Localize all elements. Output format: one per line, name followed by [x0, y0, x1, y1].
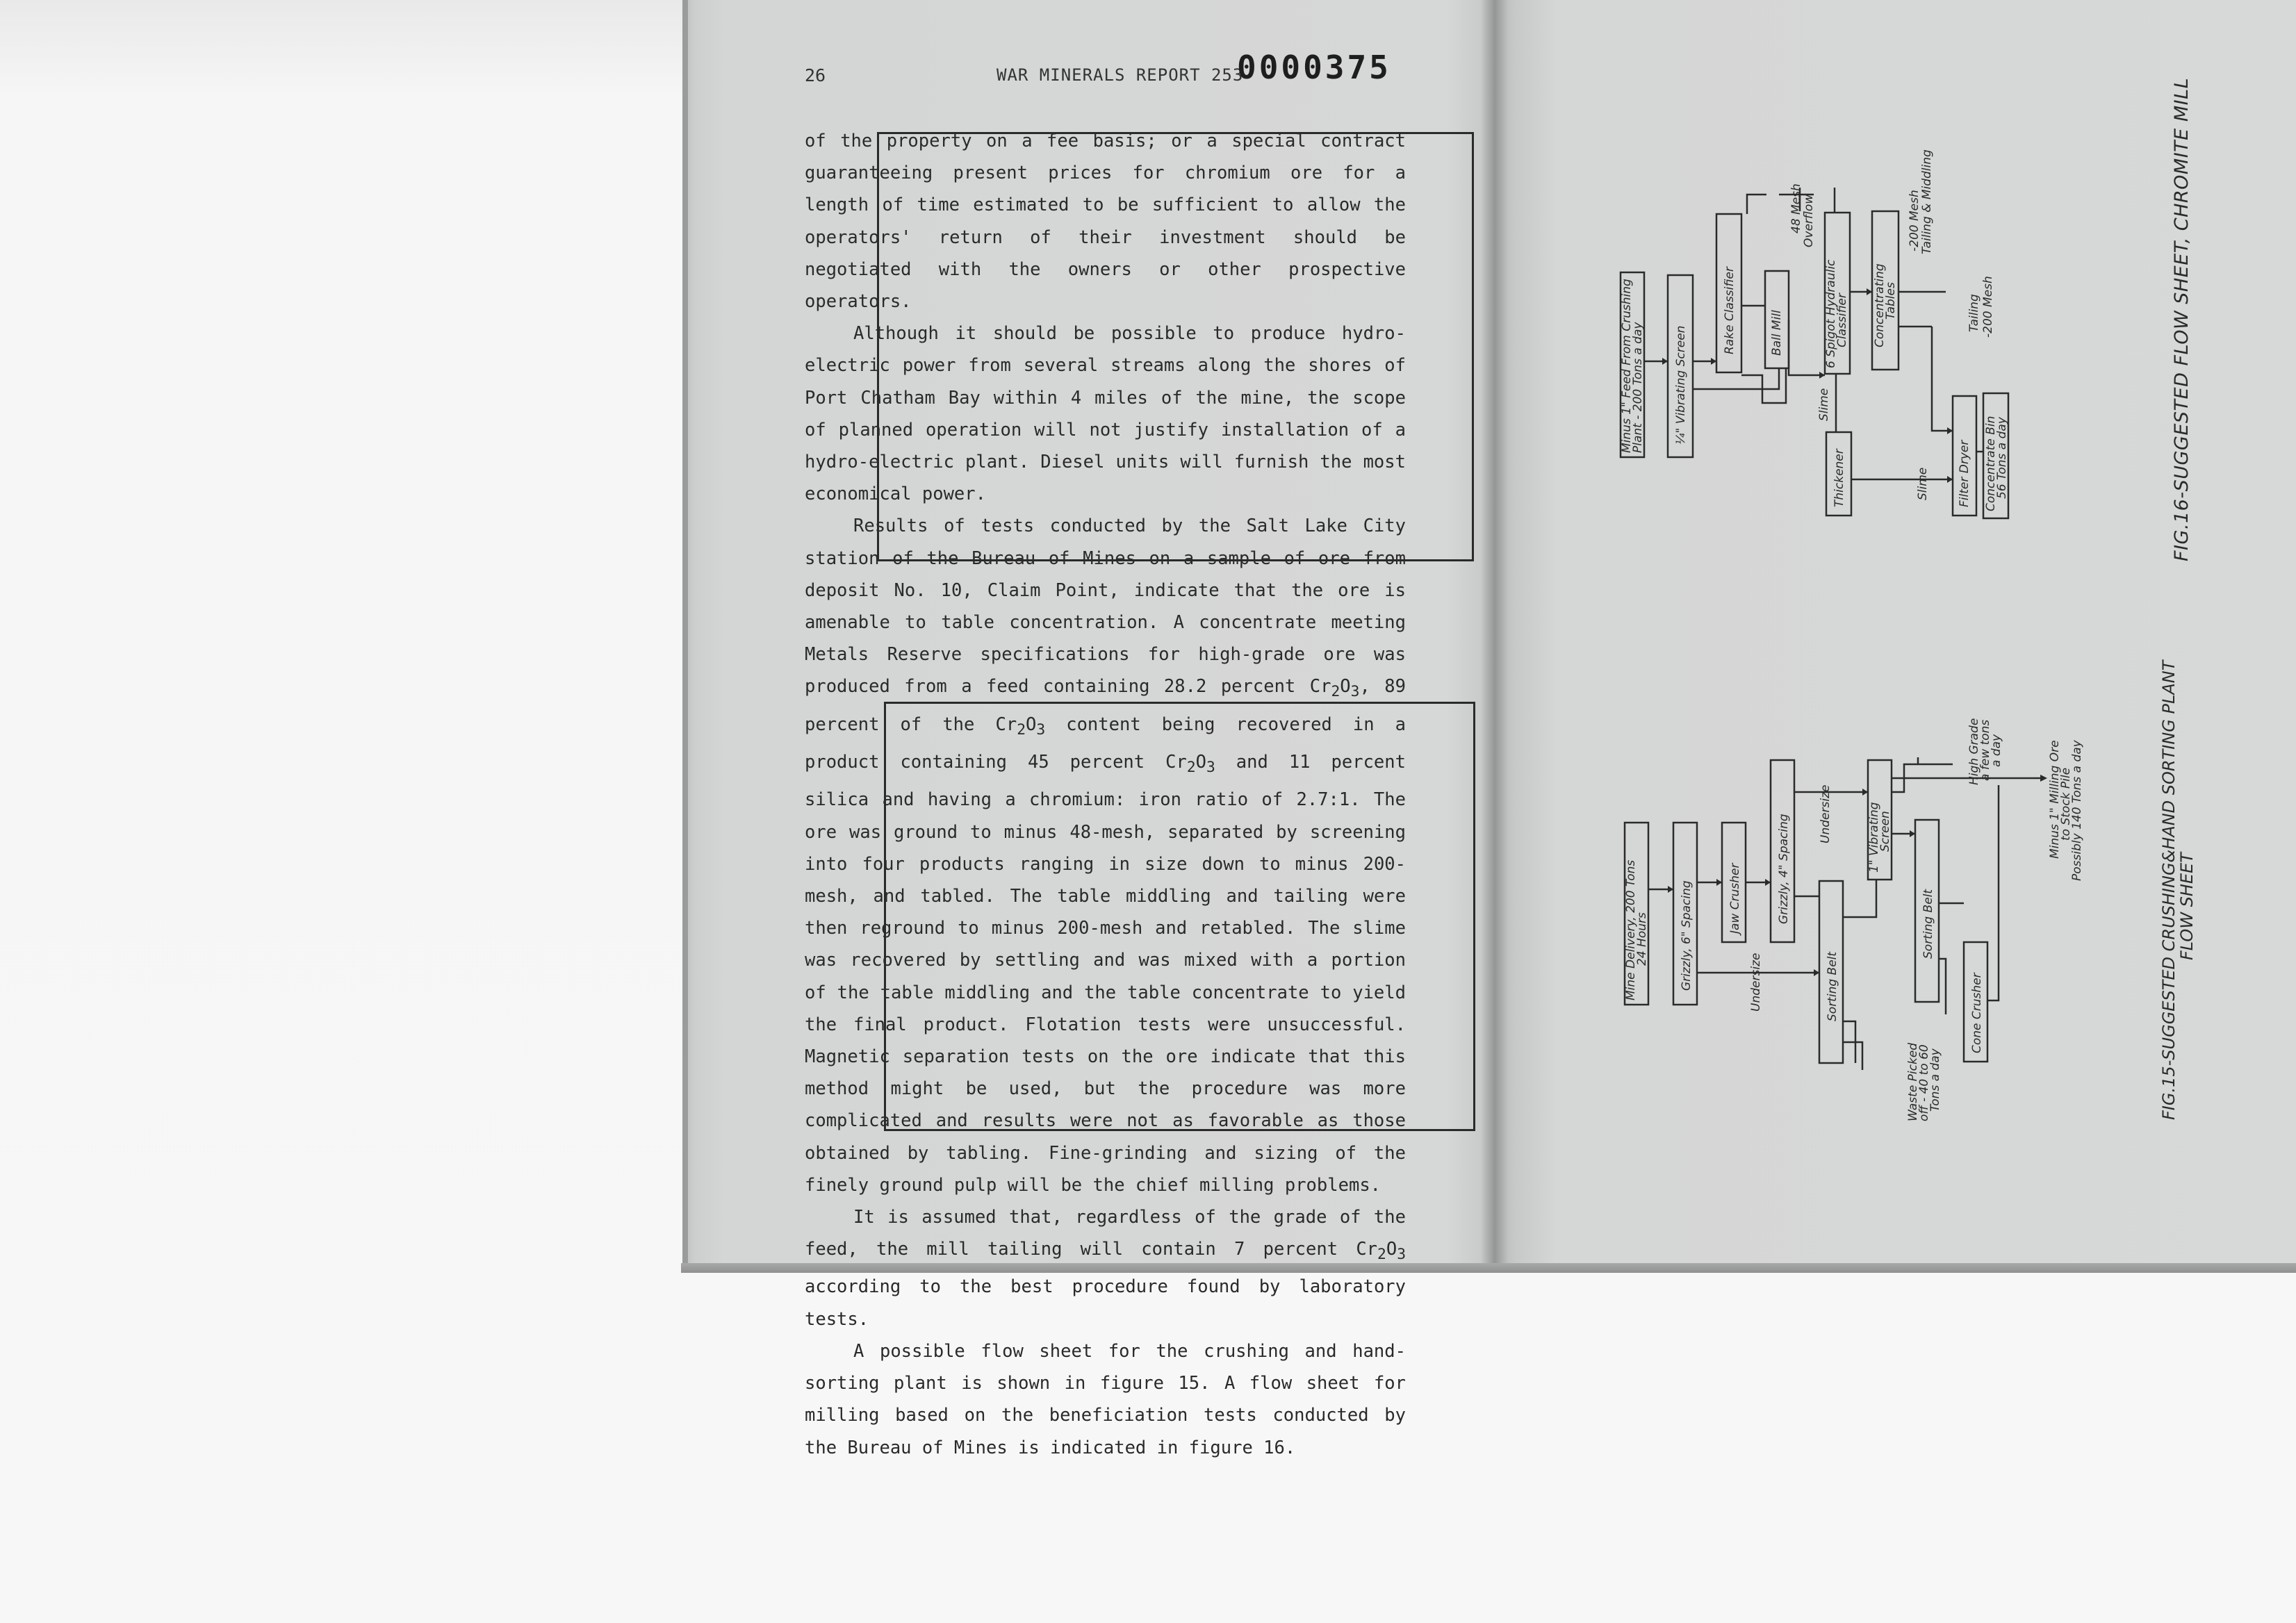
fig15-jaw-label: Jaw Crusher — [1728, 863, 1742, 934]
fig15-highgrade-label-3: a day — [1990, 734, 2003, 767]
fig16-filter-label: Filter Dryer — [1958, 440, 1971, 507]
flow-arrow — [2040, 775, 2047, 782]
fig16-mesh48-label-2: Overflow — [1802, 194, 1816, 247]
paragraph-4-part-b: according to the best procedure found by laboratory tests. — [805, 1276, 1406, 1330]
formula-sub: 3 — [1397, 1246, 1406, 1264]
paragraph-3-part-a: Results of tests conducted by the Salt Lake City station of the Bureau of Mines on a sample of ore from deposit No. 10, Claim Point, indicate that the ore is amenable to table concentration. A concentrate meeting Metals Reserve specifications for high-grade ore was produced from a feed containing 28.2 percent — [805, 516, 1406, 698]
formula-sub: 2 — [1017, 720, 1026, 739]
page-number: 26 — [805, 65, 826, 85]
fig16-screen-label: ¼" Vibrating Screen — [1674, 325, 1688, 445]
formula-sub: 2 — [1186, 759, 1196, 777]
fig15-milling-label-3: Possibly 140 Tons a day — [2070, 740, 2084, 881]
formula-cr: Cr — [1165, 752, 1187, 773]
figure-16-caption: FIG.16-SUGGESTED FLOW SHEET, CHROMITE MILL — [2171, 77, 2192, 561]
formula-sub: 3 — [1350, 683, 1360, 701]
fig15-waste-label-2: off - 40 to 60 — [1917, 1044, 1931, 1121]
fig16-mesh200-label-2: Tailing & Middling — [1920, 149, 1934, 254]
formula-sub: 2 — [1377, 1246, 1386, 1264]
formula-sub: 2 — [1331, 683, 1340, 701]
fig16-thickener-label: Thickener — [1832, 449, 1846, 507]
fig16-feed-label-1: Minus 1" Feed From Crushing — [1620, 279, 1634, 453]
fig15-vscreen-label-2: Screen — [1878, 811, 1892, 852]
figure-15-caption — [2160, 661, 2196, 1120]
fig16-tailing-label-1: Tailing — [1967, 294, 1981, 332]
paragraph-3-part-c: content being recovered in a product containing 45 percent — [805, 714, 1406, 773]
paragraph-1: of the property on a fee basis; or a special contract guaranteeing present prices for chromium ore for a length of time estimated to be sufficient to allow the operators' return of their investment should be negotiated with the owners or other prospective operators. — [805, 131, 1406, 313]
paragraph-4-part-a: It is assumed that, regardless of the grade of the feed, the mill tailing will contain 7 percent — [805, 1206, 1406, 1260]
fig15-mine-label-2: 24 Hours — [1635, 912, 1649, 966]
fig16-feed-label-2: Plant - 200 Tons a day — [1631, 322, 1645, 453]
fig16-bin-label-2: 56 Tons a day — [1995, 417, 2009, 499]
fig15-undersize-label-2: Undersize — [1749, 953, 1763, 1012]
formula-cr: Cr — [1309, 676, 1331, 698]
fig16-tables-label-1: Concentrating — [1873, 263, 1887, 347]
figure-15-caption-line-1: FIG.15-SUGGESTED CRUSHING&HAND SORTING PLANT — [2159, 660, 2179, 1120]
paragraph-2: Although it should be possible to produce hydro-electric power from several streams along the shores of Port Chatham Bay within 4 miles of the mine, the scope of planned operation will not justify installation of a hydro-electric plant. Diesel units will furnish the most economical power. — [805, 323, 1406, 505]
fig15-highgrade-label-2: a few tons — [1978, 719, 1992, 781]
fig15-highgrade-label-1: High Grade — [1967, 718, 1981, 785]
fig16-spigot-label-2: Classifier — [1835, 293, 1849, 347]
running-head: WAR MINERALS REPORT 253 — [997, 65, 1244, 85]
fig15-mine-label-1: Mine Delivery, 200 Tons — [1624, 859, 1638, 1000]
fig15-grizzly4-label: Grizzly, 4" Spacing — [1777, 814, 1791, 924]
fig16-spigot-label-1: 6 Spigot Hydraulic — [1824, 259, 1838, 368]
fig15-waste-label-1: Waste Picked — [1906, 1042, 1920, 1121]
paragraph-3-part-b: , 89 percent of the — [805, 676, 1406, 735]
formula-o: O — [1195, 752, 1206, 773]
fig16-tables-label-2: Tables — [1884, 282, 1898, 320]
fig15-milling-label-1: Minus 1" Milling Ore — [2048, 740, 2062, 859]
paragraph-5: A possible flow sheet for the crushing and hand-sorting plant is shown in figure 15. A flow sheet for milling based on the beneficiation tests conducted by the Bureau of Mines is indicated in figure 16. — [805, 1340, 1406, 1458]
formula-sub: 3 — [1206, 759, 1215, 777]
fig15-milling-label-2: to Stock Pile — [2059, 767, 2073, 841]
fig15-belt2-label: Sorting Belt — [1921, 889, 1935, 959]
formula-cr: Cr — [995, 714, 1017, 735]
formula-o: O — [1340, 676, 1351, 698]
fig15-undersize-label-1: Undersize — [1819, 784, 1832, 843]
fig16-mesh200-label-1: -200 Mesh — [1908, 190, 1921, 252]
fig16-ball-label: Ball Mill — [1770, 310, 1784, 356]
formula-o: O — [1025, 714, 1037, 735]
paragraph-3-part-d: and 11 percent silica and having a chromium: iron ratio of 2.7:1. The ore was ground to minus 48-mesh, separated by screening into four products ranging in size down to minus 200-mesh, and tabled. The table middling and tailing were then reground to minus 200-mesh and retabled. The slime was recovered by settling and was mixed with a portion of the table middling and the table concentrate to yield the final product. Flotation tests were unsuccessful. Magnetic separation tests on the ore indicate that this method might be used, but the procedure was more complicated and results were not as favorable as those obtained by tabling. Fine-grinding and sizing of the finely ground pulp will be the chief milling problems. — [805, 752, 1406, 1196]
fig16-mesh48-label-1: 48 Mesh — [1789, 183, 1803, 233]
fig16-rake-label: Rake Classifier — [1723, 267, 1737, 354]
fig16-slime-label-2: Slime — [1916, 467, 1930, 500]
fig15-vscreen-label-1: 1" Vibrating — [1867, 802, 1881, 873]
fig16-tailing-label-2: -200 Mesh — [1981, 276, 1995, 338]
fig16-slime-label-1: Slime — [1817, 388, 1831, 421]
figure-15-caption-line-2: FLOW SHEET — [2177, 852, 2197, 960]
document-id-stamp: 0000375 — [1237, 49, 1391, 86]
fig15-cone-label: Cone Crusher — [1970, 973, 1984, 1053]
formula-sub: 3 — [1036, 720, 1046, 739]
fig15-belt1-label: Sorting Belt — [1826, 951, 1839, 1021]
formula-o: O — [1386, 1239, 1397, 1260]
fig15-waste-label-3: Tons a day — [1928, 1048, 1942, 1112]
fig15-grizzly6-label: Grizzly, 6" Spacing — [1680, 880, 1694, 991]
fig16-bin-label-1: Concentrate Bin — [1984, 415, 1998, 511]
formula-cr: Cr — [1356, 1239, 1378, 1260]
